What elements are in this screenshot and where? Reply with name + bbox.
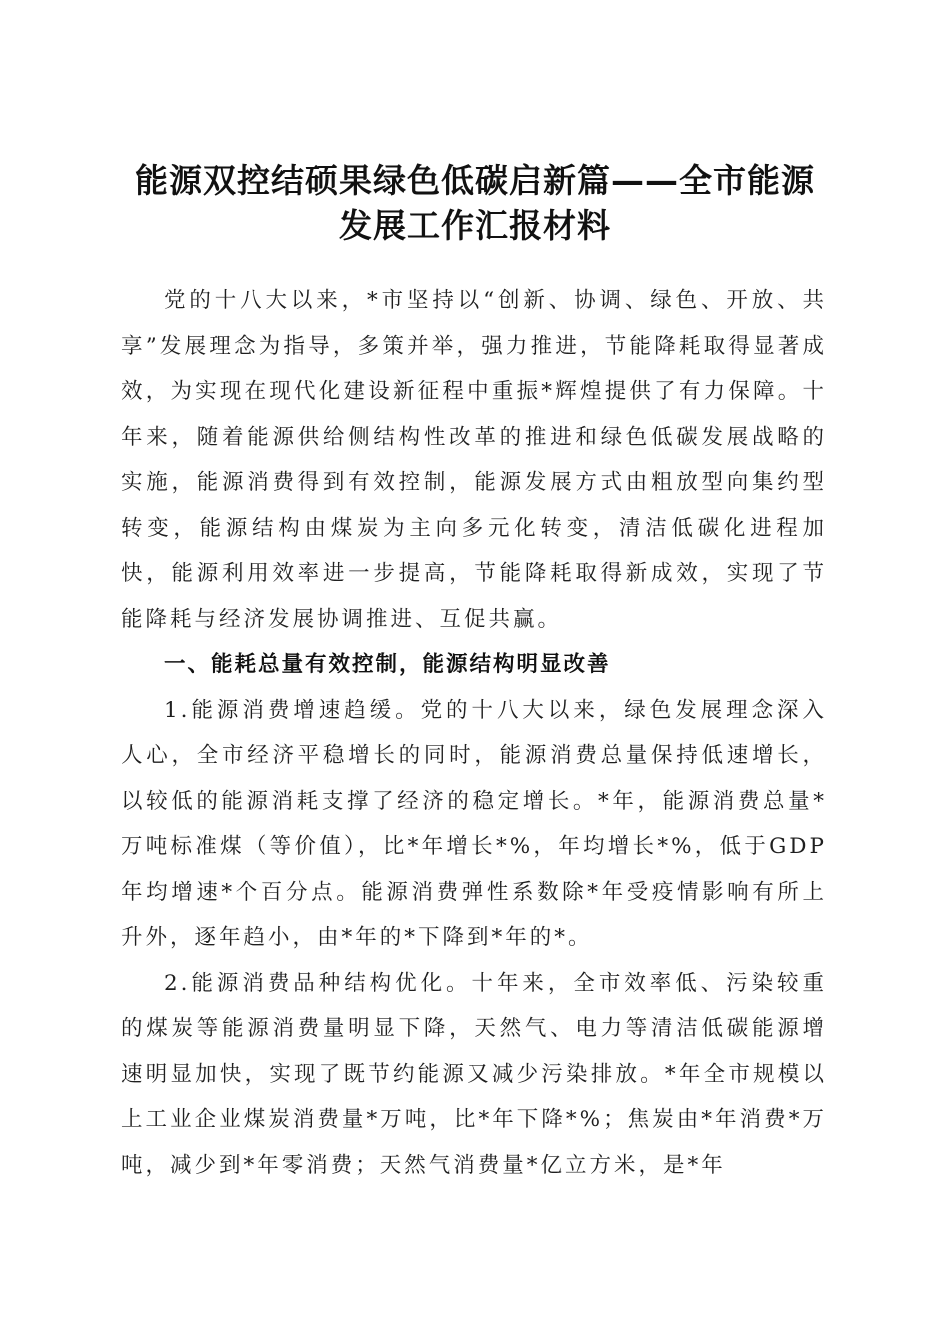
intro-paragraph: 党的十八大以来，*市坚持以“创新、协调、绿色、开放、共享”发展理念为指导，多策并举，强力推进，节能降耗取得显著成效，为实现在现代化建设新征程中重振*辉煌提供了有力保障。十年来，随着能源供给侧结构性改革的推进和绿色低碳发展战略的实施，能源消费得到有效控制，能源发展方式由粗放型向集约型转变，能源结构由煤炭为主向多元化转变，清洁低碳化进程加快，能源利用效率进一步提高，节能降耗取得新成效，实现了节能降耗与经济发展协调推进、互促共赢。 xyxy=(121,288,827,632)
title-line-1: 能源双控结硕果绿色低碳启新篇——全市能源 xyxy=(135,161,815,201)
paragraph-1: 1.能源消费增速趋缓。党的十八大以来，绿色发展理念深入人心，全市经济平稳增长的同时，能源消费总量保持低速增长，以较低的能源消耗支撑了经济的稳定增长。*年，能源消费总量*万吨标准煤（等价值），比*年增长*%，年均增长*%，低于GDP年均增速*个百分点。能源消费弹性系数除*年受疫情影响有所上升外，逐年趋小，由*年的*下降到*年的*。 xyxy=(121,697,827,950)
document-title xyxy=(100,158,850,248)
document-body xyxy=(121,278,827,1188)
section-heading-1: 一、能耗总量有效控制，能源结构明显改善 xyxy=(164,652,611,677)
title-line-2: 发展工作汇报材料 xyxy=(339,206,611,246)
paragraph-2: 2.能源消费品种结构优化。十年来，全市效率低、污染较重的煤炭等能源消费量明显下降，天然气、电力等清洁低碳能源增速明显加快，实现了既节约能源又减少污染排放。*年全市规模以上工业企业煤炭消费量*万吨，比*年下降*%；焦炭由*年消费*万吨，减少到*年零消费；天然气消费量*亿立方米，是*年 xyxy=(121,970,827,1178)
